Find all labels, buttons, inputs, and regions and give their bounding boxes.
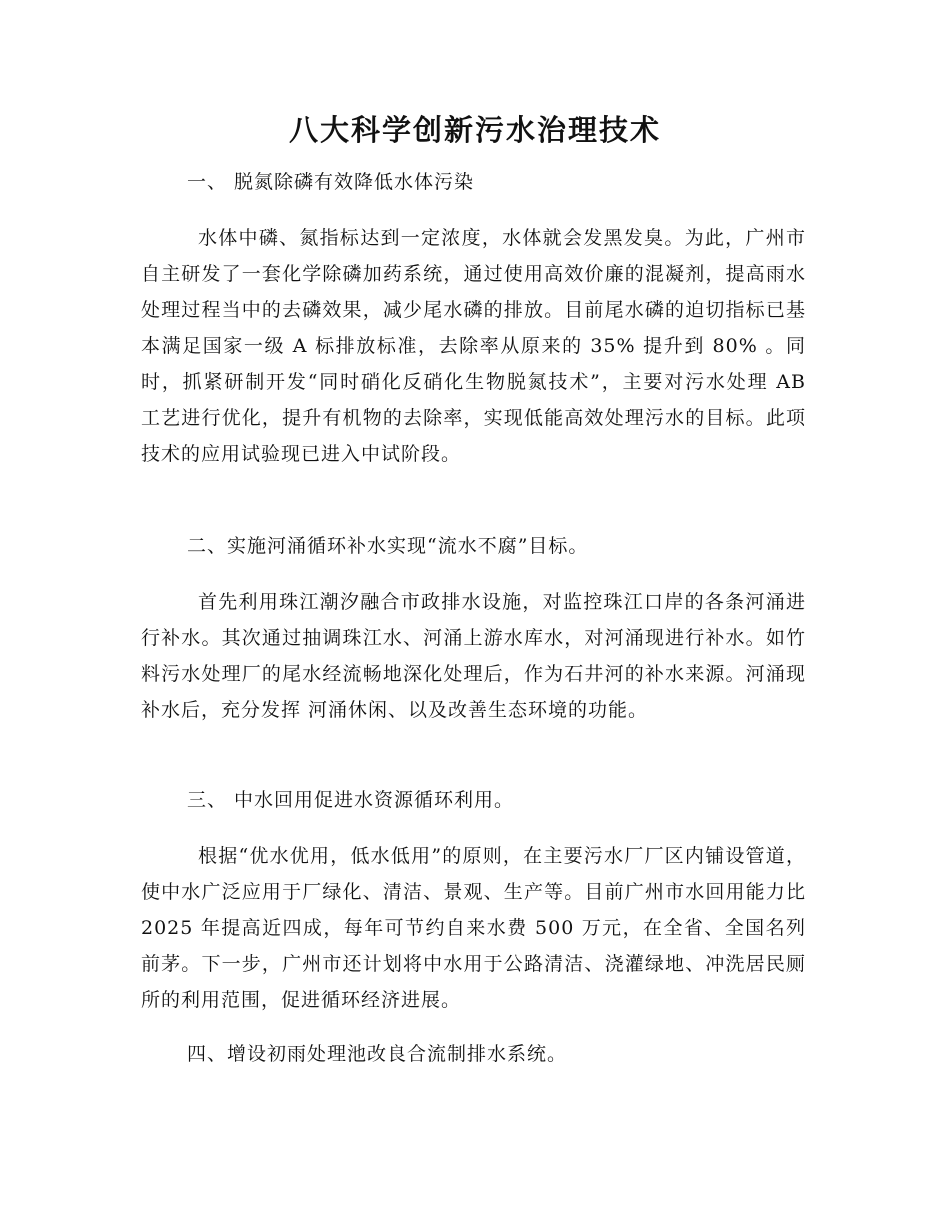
section-2-body: 首先利用珠江潮汐融合市政排水设施，对监控珠江口岸的各条河涌进行补水。其次通过抽调珠江水、河涌上游水库水，对河涌现进行补水。如竹料污水处理厂的尾水经流畅地深化处理后，作为石井河的补水来源。河涌现补水后，充分发挥 河涌休闲、以及改善生态环境的功能。 (141, 591, 806, 721)
document-title: 八大科学创新污水治理技术 (288, 113, 661, 147)
section-1-heading: 一、 脱氮除磷有效降低水体污染 (187, 171, 475, 193)
section-1-body: 水体中磷、氮指标达到一定浓度，水体就会发黑发臭。为此，广州市自主研发了一套化学除磷加药系统，通过使用高效价廉的混凝剂，提高雨水处理过程当中的去磷效果，减少尾水磷的排放。目前尾水磷的迫切指标已基本满足国家一级 A 标排放标准，去除率从原来的 35% 提升到 80% 。同时，抓紧研制开发“同时硝化反硝化生物脱氮技术”，主要对污水处理 AB 工艺进行优化，提升有机物的去除率，实现低能高效处理污水的目标。此项技术的应用试验现已进入中试阶段。 (141, 227, 806, 465)
section-3-heading: 三、 中水回用促进水资源循环利用。 (187, 789, 515, 811)
section-3-body: 根据“优水优用，低水低用”的原则，在主要污水厂厂区内铺设管道，使中水广泛应用于厂绿化、清洁、景观、生产等。目前广州市水回用能力比 2025 年提高近四成，每年可节约自来水费 500 万元，在全省、全国名列前茅。下一步，广州市还计划将中水用于公路清洁、浇灌绿地、冲洗居民厕所的利用范围，促进循环经济进展。 (141, 845, 806, 1011)
section-4-heading: 四、增设初雨处理池改良合流制排水系统。 (187, 1043, 568, 1065)
section-2-heading: 二、实施河涌循环补水实现“流水不腐”目标。 (187, 535, 589, 557)
